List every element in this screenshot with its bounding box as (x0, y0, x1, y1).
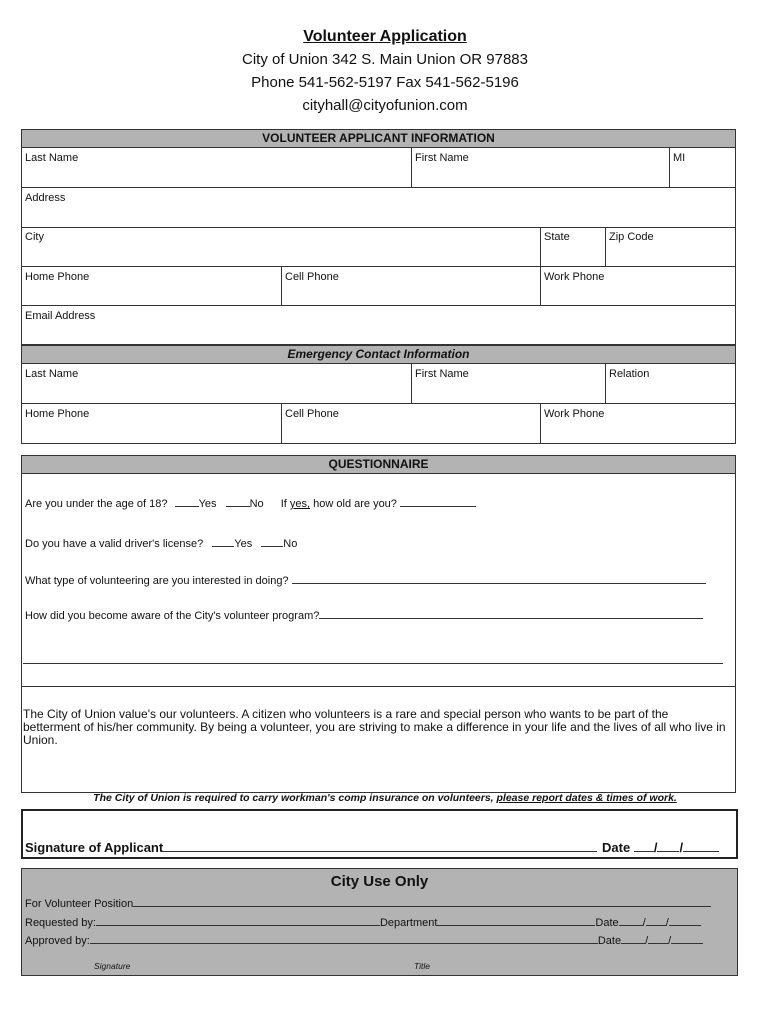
applicant-cell-phone-field[interactable] (281, 267, 540, 306)
city-use-title: City Use Only (330, 873, 429, 890)
program-awareness-input-line[interactable] (319, 608, 703, 619)
question-drivers-license: Do you have a valid driver's license? Yes No (25, 538, 298, 550)
applicant-address-field[interactable] (22, 188, 735, 227)
emergency-relation-field[interactable] (605, 364, 735, 404)
volunteer-position-input-line[interactable] (133, 896, 711, 907)
applicant-address-label: Address (25, 192, 66, 204)
signature-date-day[interactable] (657, 839, 679, 852)
city-use-only-box (21, 868, 738, 976)
requested-by-row: Requested by: Department Date / / (25, 915, 701, 929)
applicant-city-field[interactable] (22, 227, 540, 267)
applicant-last-name-label: Last Name (25, 152, 79, 164)
applicant-zip-field[interactable] (605, 227, 735, 267)
signature-date-row: Date / / (602, 839, 719, 855)
city-address: City of Union 342 S. Main Union OR 97883 (242, 51, 528, 68)
applicant-email-field[interactable] (22, 306, 735, 344)
title-caption: Title (414, 961, 430, 971)
signature-label: Signature of Applicant (25, 840, 164, 855)
applicant-first-name-field[interactable] (411, 148, 669, 188)
applicant-section-title: VOLUNTEER APPLICANT INFORMATION (21, 129, 736, 148)
applicant-signature-row (25, 839, 597, 855)
emergency-section-title: Emergency Contact Information (21, 345, 736, 364)
form-title: Volunteer Application (303, 28, 467, 45)
signature-caption: Signature (94, 961, 131, 971)
applicant-cell-phone-label: Cell Phone (285, 271, 339, 283)
emergency-work-phone-label: Work Phone (544, 408, 605, 420)
requested-by-input-line[interactable] (96, 915, 380, 926)
approved-date-month[interactable] (621, 933, 645, 944)
applicant-work-phone-field[interactable] (540, 267, 735, 306)
requested-date-year[interactable] (669, 915, 701, 926)
applicant-work-phone-label: Work Phone (544, 271, 605, 283)
applicant-home-phone-label: Home Phone (25, 271, 90, 283)
under-18-no-blank[interactable] (226, 496, 250, 507)
questionnaire-section-title: QUESTIONNAIRE (21, 455, 736, 474)
insurance-notice: The City of Union is required to carry workman's comp insurance on volunteers, please report dates & times of work. (93, 792, 677, 804)
applicant-email-label: Email Address (25, 310, 96, 322)
extra-answer-line[interactable] (23, 663, 723, 664)
approved-date-day[interactable] (648, 933, 668, 944)
emergency-home-phone-label: Home Phone (25, 408, 90, 420)
department-input-line[interactable] (437, 915, 595, 926)
requested-date-day[interactable] (646, 915, 666, 926)
question-under-18: Are you under the age of 18? Yes No If yes, how old are you? (25, 496, 476, 510)
applicant-mi-label: MI (673, 152, 686, 164)
approved-by-row: Approved by: Date / / (25, 933, 703, 947)
signature-date-label: Date (602, 840, 631, 855)
emergency-last-name-field[interactable] (22, 364, 411, 404)
applicant-last-name-field[interactable] (22, 148, 411, 188)
form-header (0, 26, 770, 117)
volunteering-type-input-line[interactable] (292, 573, 706, 584)
license-yes-blank[interactable] (212, 536, 234, 547)
emergency-first-name-field[interactable] (411, 364, 605, 404)
city-phone: Phone 541-562-5197 Fax 541-562-5196 (251, 74, 519, 91)
approved-by-input-line[interactable] (90, 933, 598, 944)
applicant-state-label: State (544, 231, 570, 243)
emergency-work-phone-field[interactable] (540, 404, 735, 443)
under-18-yes-blank[interactable] (175, 496, 199, 507)
question-program-awareness: How did you become aware of the City's volunteer program? (25, 608, 703, 622)
questionnaire-divider (22, 686, 735, 687)
requested-date-month[interactable] (619, 915, 643, 926)
signature-input-line[interactable] (163, 839, 597, 852)
applicant-info-table (21, 147, 736, 345)
emergency-home-phone-field[interactable] (22, 404, 281, 443)
age-input-line[interactable] (400, 496, 476, 507)
emergency-relation-label: Relation (609, 368, 650, 380)
emergency-first-name-label: First Name (415, 368, 469, 380)
city-email: cityhall@cityofunion.com (302, 97, 468, 114)
emergency-contact-table (21, 363, 736, 444)
emergency-last-name-label: Last Name (25, 368, 79, 380)
emergency-cell-phone-label: Cell Phone (285, 408, 339, 420)
applicant-city-label: City (25, 231, 44, 243)
volunteer-position-row: For Volunteer Position (25, 896, 711, 910)
question-volunteering-type: What type of volunteering are you interested in doing? (25, 573, 706, 587)
emergency-cell-phone-field[interactable] (281, 404, 540, 443)
signature-date-month[interactable] (634, 839, 654, 852)
applicant-state-field[interactable] (540, 227, 605, 267)
volunteer-statement: The City of Union value's our volunteers. A citizen who volunteers is a rare and special person who wants to be part of the betterment of his/her community. By being a volunteer, you are striving to make a difference in your life and the lives of all who live in Union. (23, 707, 726, 747)
signature-date-year[interactable] (683, 839, 719, 852)
applicant-zip-label: Zip Code (609, 231, 654, 243)
report-dates-notice: please report dates & times of work. (496, 792, 677, 804)
applicant-mi-field[interactable] (669, 148, 735, 188)
license-no-blank[interactable] (261, 536, 283, 547)
applicant-home-phone-field[interactable] (22, 267, 281, 306)
applicant-first-name-label: First Name (415, 152, 469, 164)
approved-date-year[interactable] (671, 933, 703, 944)
